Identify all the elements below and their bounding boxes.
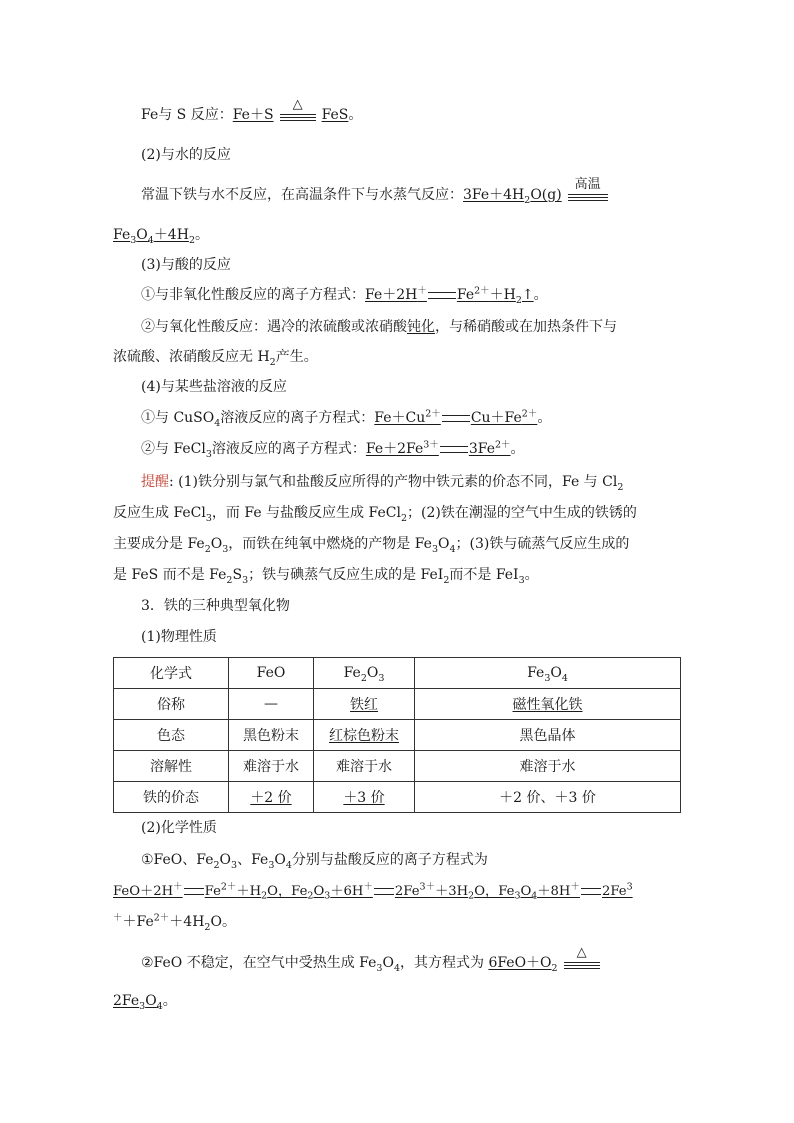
line-water-reaction: 常温下铁与水不反应，在高温条件下与水蒸气反应：$3Fe+4H_2O(g)$ 高温 xyxy=(141,185,711,205)
subheading-acid: (3)与酸的反应 xyxy=(141,257,231,273)
line-oxides-acid: ①FeO、$Fe_2O_3$、$Fe_3O_4$分别与盐酸反应的离子方程式为 xyxy=(141,852,488,871)
subheading-chemical: (2)化学性质 xyxy=(141,820,217,836)
heat-condition-sign: △ xyxy=(278,105,318,125)
table-row: 俗称 — 铁红 磁性氧化铁 xyxy=(114,689,681,720)
line-cuso4: ①与 CuSO$_4$溶液反应的离子方程式：$Fe+Cu^{2+}$ $Cu+Fe^{2+}$。 xyxy=(141,408,552,429)
oxides-table xyxy=(113,657,681,813)
table-row: 溶解性 难溶于水 难溶于水 难溶于水 xyxy=(114,751,681,782)
table-row: 铁的价态 ＋2 价 ＋3 价 ＋2 价、＋3 价 xyxy=(114,782,681,813)
line-oxides-equations: FeO＋2H＋ $Fe^{2+}+H_2O$，$Fe_2O_3+6H^+$ $2Fe^{3+}+3H_2O$，$Fe_3O_4+8H^+$ 2Fe$^3$ xyxy=(113,881,633,902)
tip-line-4: 是 FeS 而不是 $Fe_2S_3$；铁与碘蒸气反应生成的是 FeI$_2$而不是 FeI$_3$。 xyxy=(113,567,539,586)
tip-label: 提醒 xyxy=(141,474,169,490)
table-row: 化学式 FeO $Fe_2O_3$ $Fe_3O_4$ xyxy=(114,658,681,689)
line-oxides-equations-cont: $^++Fe^{2+}+4H_2O$。 xyxy=(113,912,236,933)
line-feo-heating: ②FeO 不稳定，在空气中受热生成 $Fe_3O_4$，其方程式为 $6FeO+O_2$ △ xyxy=(141,953,711,973)
subheading-salt: (4)与某些盐溶液的反应 xyxy=(141,379,287,395)
subheading-water: (2)与水的反应 xyxy=(141,147,231,163)
section-heading-oxides: 3．铁的三种典型氧化物 xyxy=(141,598,290,614)
line-fecl3: ②与 FeCl$_3$溶液反应的离子方程式：$Fe+2Fe^{3+}$ $3Fe^{2+}$。 xyxy=(141,439,525,460)
line-nonoxidizing-acid: ①与非氧化性酸反应的离子方程式：Fe＋2H＋ $Fe^{2+}+H_2↑$。 xyxy=(141,285,548,306)
line-oxidizing-acid-cont: 浓硫酸、浓硝酸反应无 $H_2$产生。 xyxy=(113,349,318,368)
line-oxidizing-acid: ②与氧化性酸反应：遇冷的浓硫酸或浓硝酸钝化，与稀硝酸或在加热条件下与 xyxy=(141,319,617,335)
line-feo-product: $2Fe_3O_4$。 xyxy=(113,993,177,1012)
line-water-product: $Fe_3O_4+4H_2$。 xyxy=(113,227,209,246)
heat-condition-sign: △ xyxy=(562,953,602,973)
tip-line-1: 提醒: (1)铁分别与氯气和盐酸反应所得的产物中铁元素的价态不同，Fe 与 $Cl_2$ xyxy=(141,474,624,493)
line-fe-s: Fe与 S 反应：Fe＋S △ FeS。 xyxy=(141,97,363,123)
high-temp-condition-sign: 高温 xyxy=(566,185,610,205)
subheading-physical: (1)物理性质 xyxy=(141,629,217,645)
tip-line-3: 主要成分是 $Fe_2O_3$，而铁在纯氧中燃烧的产物是 $Fe_3O_4$；(3)铁与硫蒸气反应生成的 xyxy=(113,536,630,555)
tip-line-2: 反应生成 FeCl$_3$，而 Fe 与盐酸反应生成 FeCl$_2$；(2)铁在潮湿的空气中生成的铁锈的 xyxy=(113,505,637,524)
table-row: 色态 黑色粉末 红棕色粉末 黑色晶体 xyxy=(114,720,681,751)
